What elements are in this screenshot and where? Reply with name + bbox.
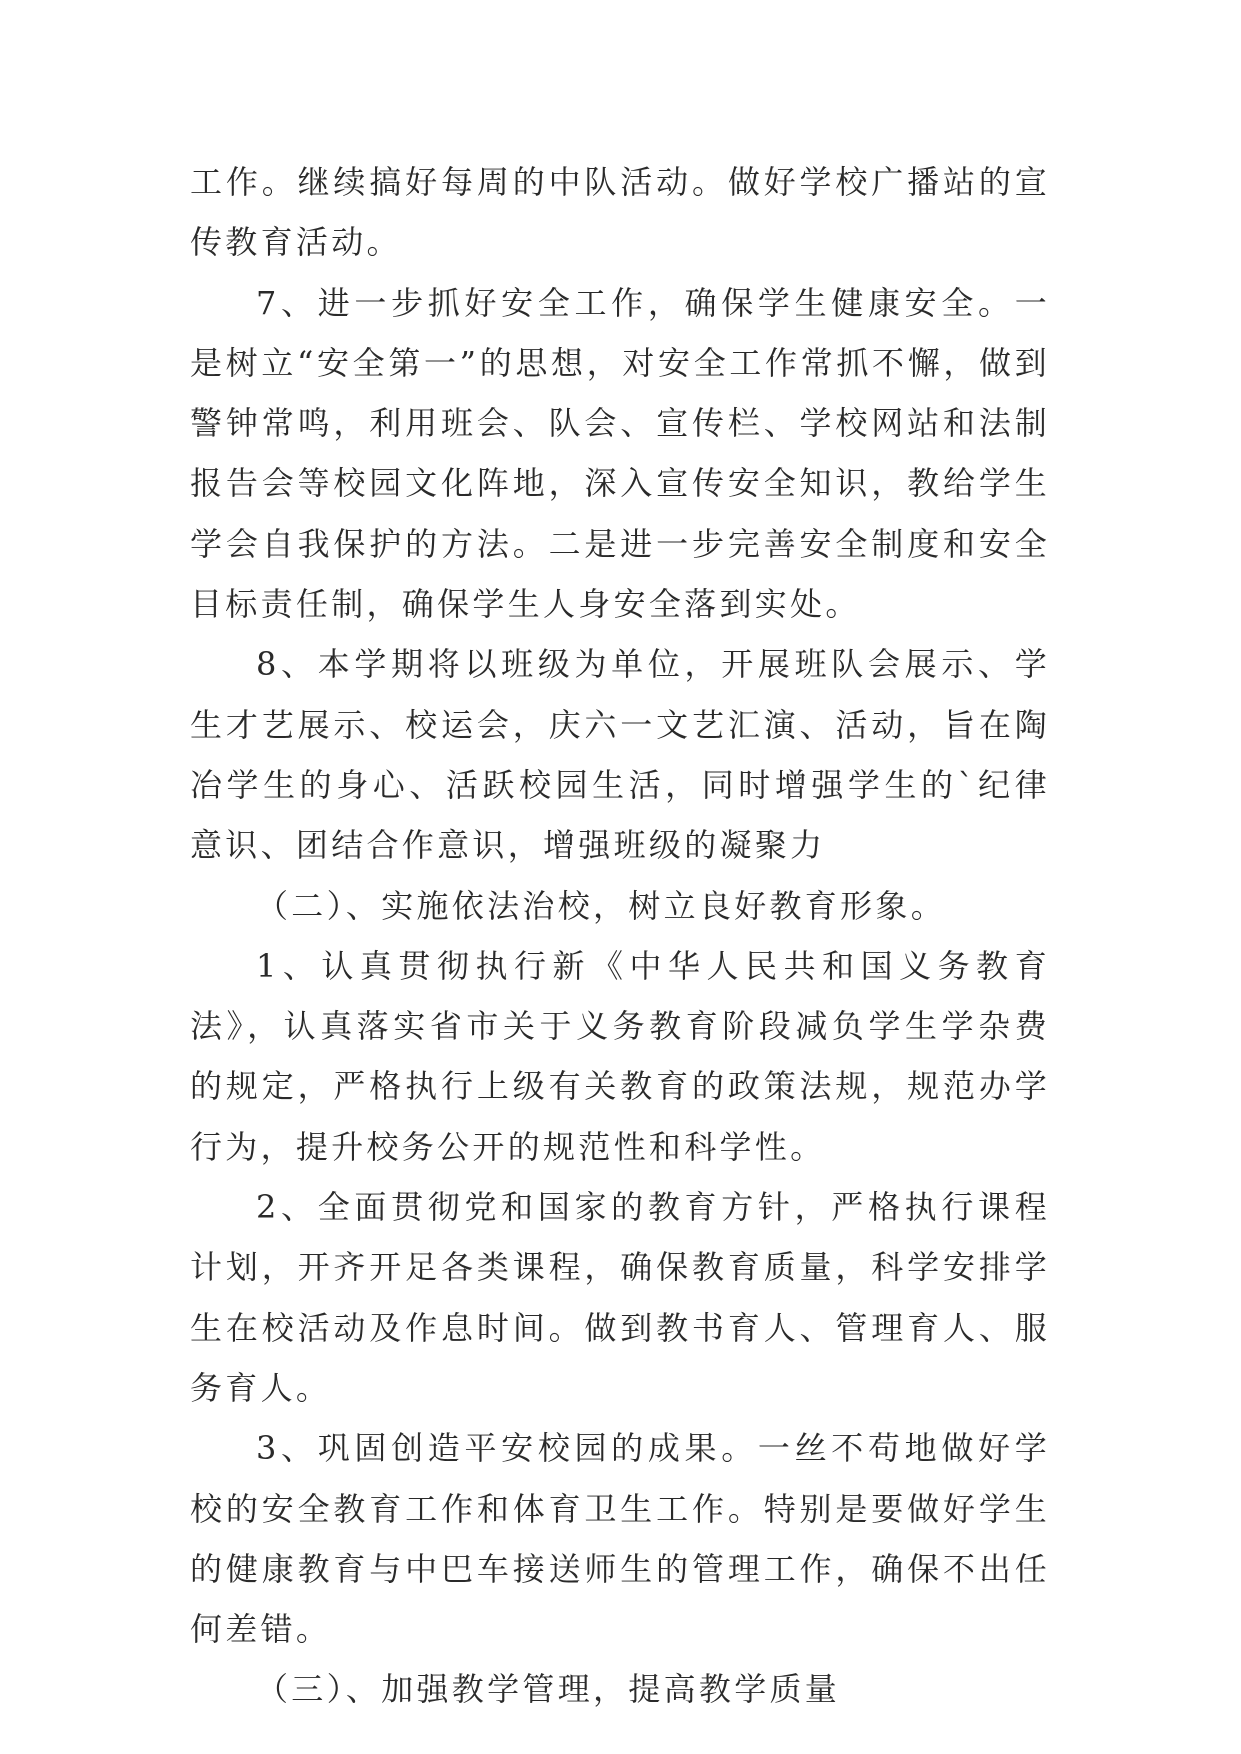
- paragraph-item-7-safety: 7、进一步抓好安全工作，确保学生健康安全。一是树立“安全第一”的思想，对安全工作常抓不懈，做到警钟常鸣，利用班会、队会、宣传栏、学校网站和法制报告会等校园文化阵地，深入宣传安全知识，教给学生学会自我保护的方法。二是进一步完善安全制度和安全目标责任制，确保学生人身安全落到实处。: [190, 283, 1050, 624]
- section-heading-2: （二）、实施依法治校，树立良好教育形象。: [256, 886, 947, 925]
- section-heading-3: （三）、加强教学管理，提高教学质量: [256, 1670, 841, 1709]
- paragraph-item-3-campus: 3、巩固创造平安校园的成果。一丝不苟地做好学校的安全教育工作和体育卫生工作。特别是要做好学生的健康教育与中巴车接送师生的管理工作，确保不出任何差错。: [190, 1429, 1050, 1649]
- paragraph-item-2-policy: 2、全面贯彻党和国家的教育方针，严格执行课程计划，开齐开足各类课程，确保教育质量，科学安排学生在校活动及作息时间。做到教书育人、管理育人、服务育人。: [190, 1188, 1050, 1407]
- paragraph-item-8-activities: 8、本学期将以班级为单位，开展班队会展示、学生才艺展示、校运会，庆六一文艺汇演、活动，旨在陶冶学生的身心、活跃校园生活，同时增强学生的`纪律意识、团结合作意识，增强班级的凝聚力: [190, 645, 1050, 865]
- document-body: [190, 152, 1050, 1720]
- paragraph-continuation: 工作。继续搞好每周的中队活动。做好学校广播站的宣传教育活动。: [190, 163, 1050, 262]
- paragraph-item-1-law: 1、认真贯彻执行新《中华人民共和国义务教育法》，认真落实省市关于义务教育阶段减负学生学杂费的规定，严格执行上级有关教育的政策法规，规范办学行为，提升校务公开的规范性和科学性。: [190, 946, 1050, 1166]
